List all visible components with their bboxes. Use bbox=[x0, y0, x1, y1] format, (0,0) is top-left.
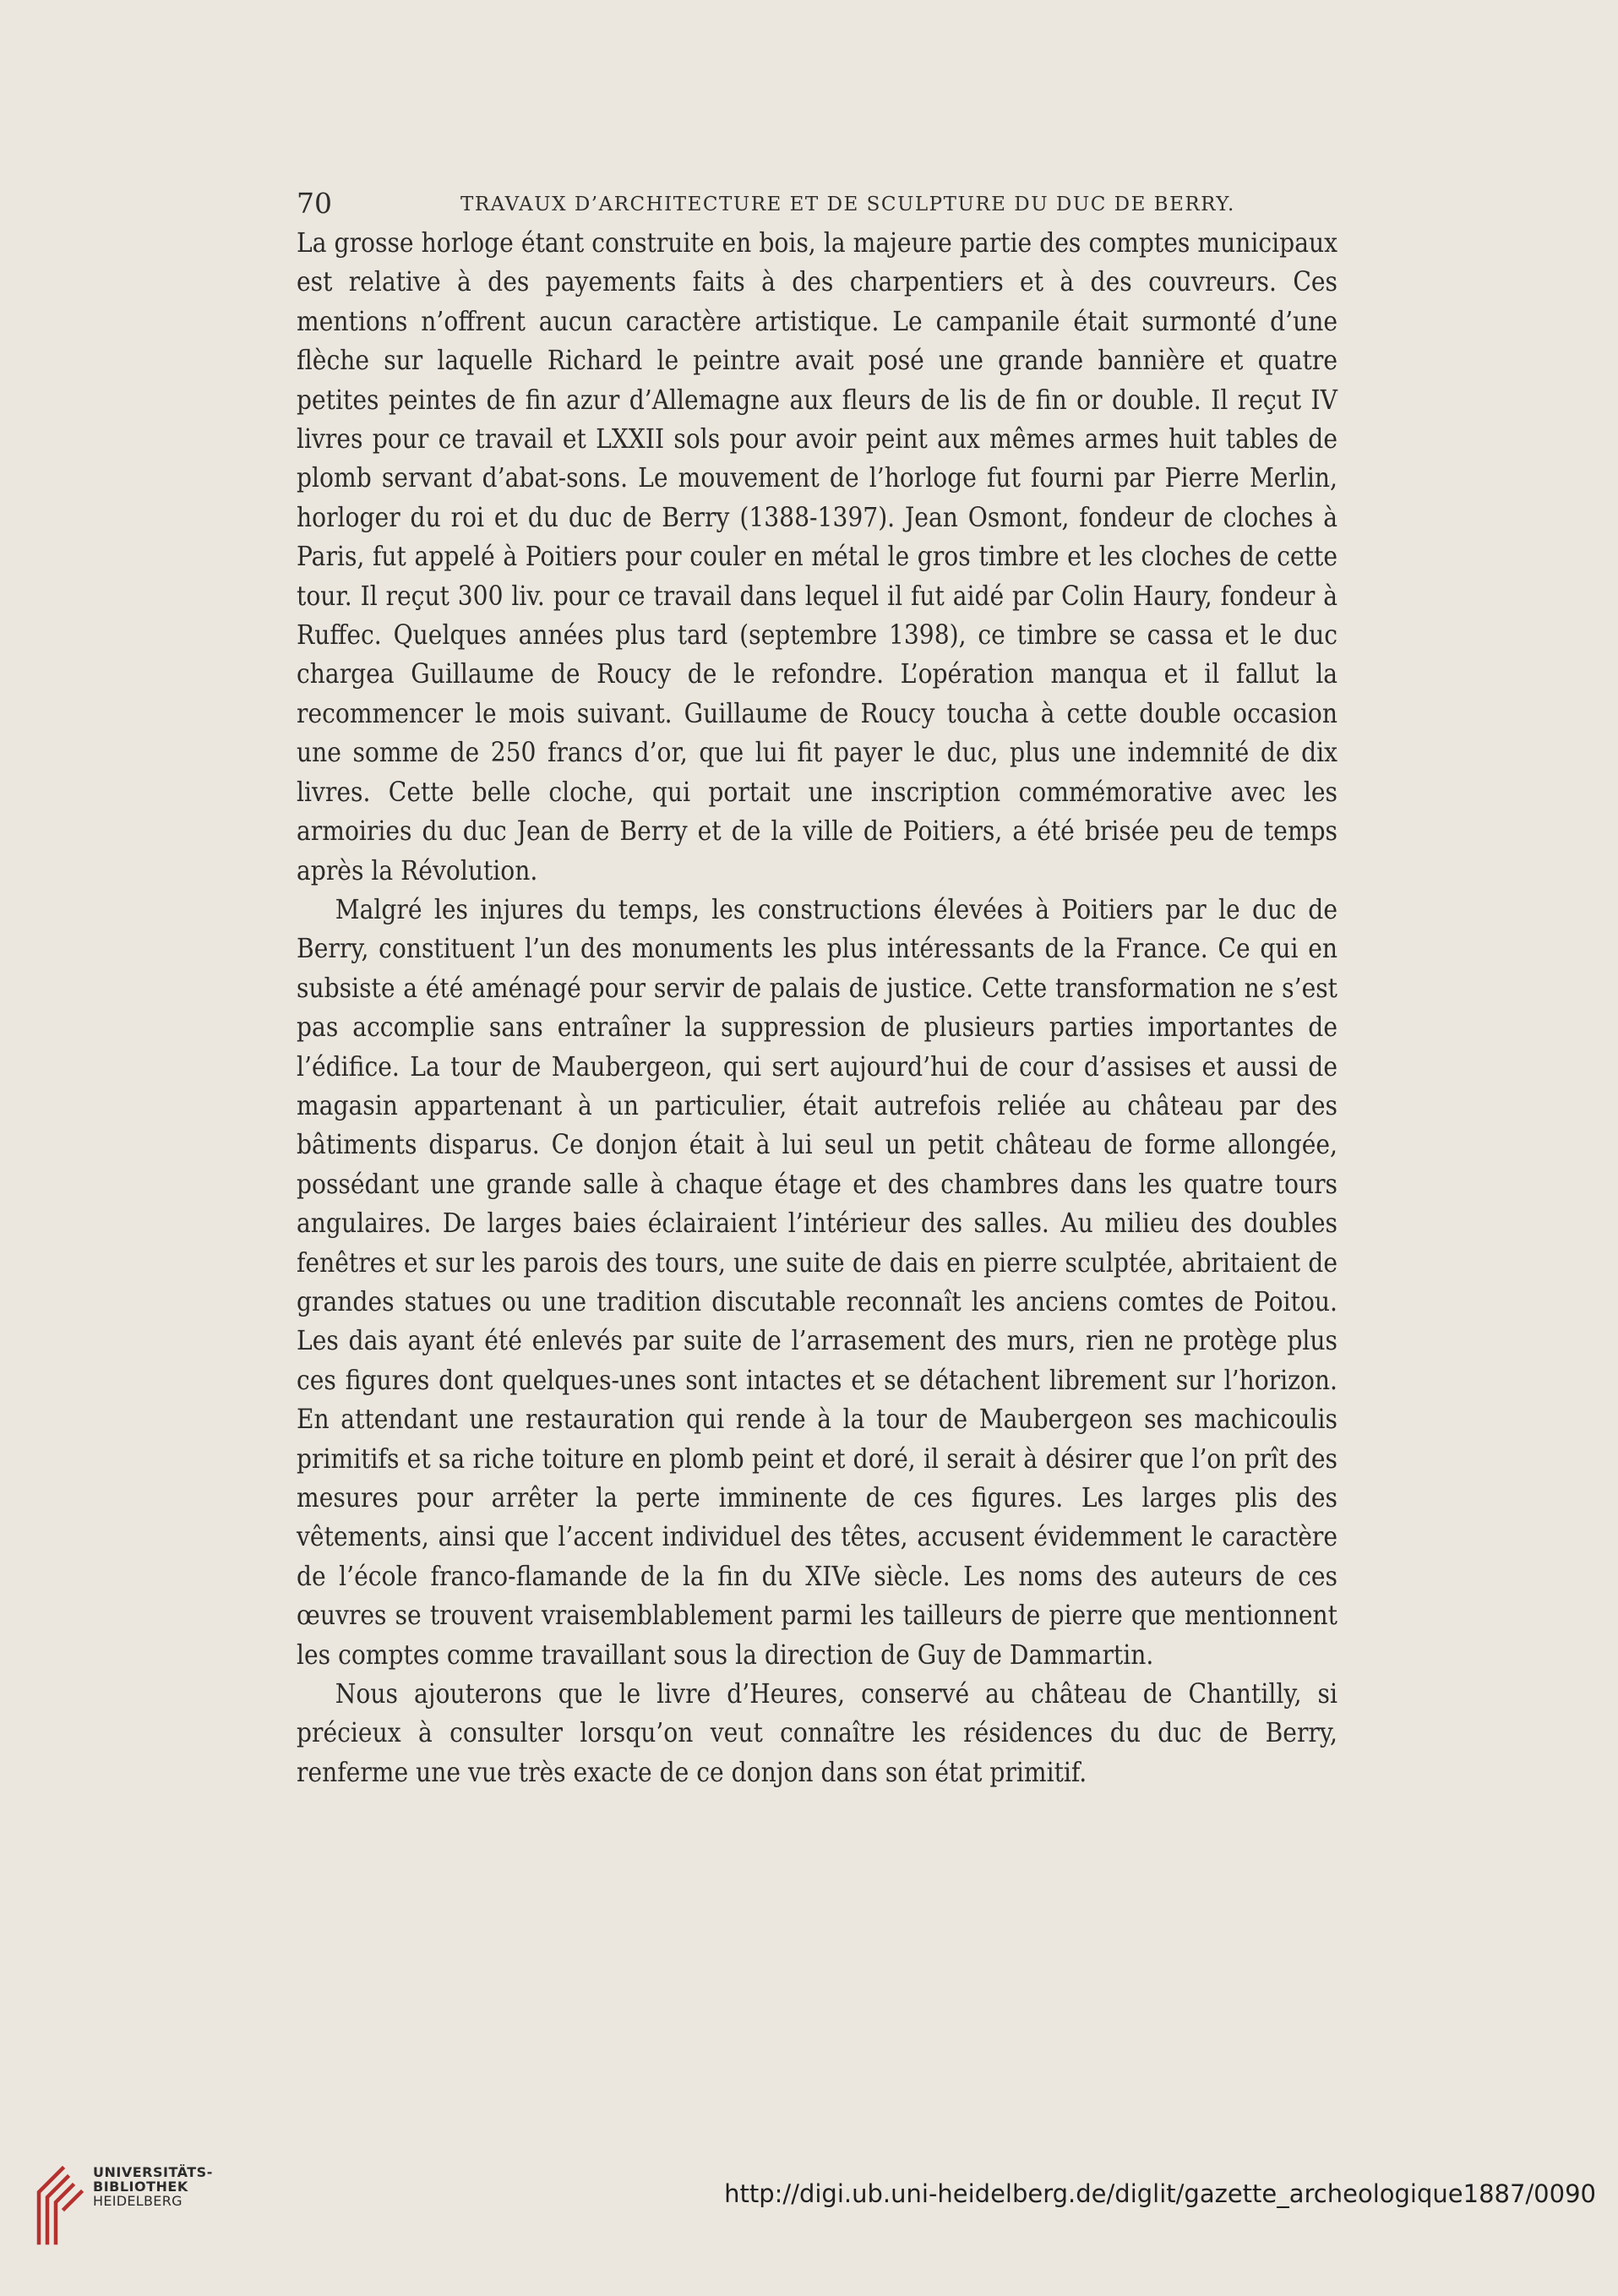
source-url-link[interactable]: http://digi.ub.uni-heidelberg.de/diglit/gazette_archeologique1887/0090 bbox=[724, 2179, 1596, 2208]
body-text bbox=[297, 223, 1337, 1792]
library-name-line: UNIVERSITÄTS- bbox=[93, 2164, 213, 2180]
paragraph-1: La grosse horloge étant construite en bois, la majeure partie des comptes municipaux est relative à des payements faits à des charpentiers et à des couvreurs. Ces mentions n’offrent aucun caractère artistique. Le campanile était surmonté d’une flèche sur laquelle Richard le peintre avait posé une grande bannière et quatre petites peintes de fin azur d’Allemagne aux fleurs de lis de fin or double. Il reçut IV livres pour ce travail et LXXII sols pour avoir peint aux mêmes armes huit tables de plomb servant d’abat-sons. Le mouvement de l’horloge fut fourni par Pierre Merlin, horloger du roi et du duc de Berry (1388-1397). Jean Osmont, fondeur de cloches à Paris, fut appelé à Poitiers pour couler en métal le gros timbre et les cloches de cette tour. Il reçut 300 liv. pour ce travail dans lequel il fut aidé par Colin Haury, fondeur à Ruffec. Quelques années plus tard (septembre 1398), ce timbre se cassa et le duc chargea Guillaume de Roucy de le refondre. L’opération manqua et il fallut la recommencer le mois suivant. Guillaume de Roucy toucha à cette double occasion une somme de 250 francs d’or, que lui fit payer le duc, plus une indemnité de dix livres. Cette belle cloche, qui portait une inscription commémorative avec les armoiries du duc Jean de Berry et de la ville de Poitiers, a été brisée peu de temps après la Révolution. bbox=[297, 226, 1337, 886]
page-number: 70 bbox=[297, 187, 332, 220]
library-emblem-icon bbox=[34, 2158, 88, 2250]
library-name-line: HEIDELBERG bbox=[93, 2193, 183, 2209]
paragraph-3: Nous ajouterons que le livre d’Heures, conservé au château de Chantilly, si précieux à consulter lorsqu’on veut connaître les résidences du duc de Berry, renferme une vue très exacte de ce donjon dans son état primitif. bbox=[297, 1677, 1337, 1788]
paragraph-2: Malgré les injures du temps, les constructions élevées à Poitiers par le duc de Berry, constituent l’un des monuments les plus intéressants de la France. Ce qui en subsiste a été aménagé pour servir de palais de justice. Cette transformation ne s’est pas accomplie sans entraîner la suppression de plusieurs parties importantes de l’édifice. La tour de Maubergeon, qui sert aujourd’hui de cour d’assises et aussi de magasin appartenant à un particulier, était autrefois reliée au château par des bâtiments disparus. Ce donjon était à lui seul un petit château de forme allongée, possédant une grande salle à chaque étage et des chambres dans les quatre tours angulaires. De larges baies éclairaient l’intérieur des salles. Au milieu des doubles fenêtres et sur les parois des tours, une suite de dais en pierre sculptée, abritaient de grandes statues ou une tradition discutable reconnaît les anciens comtes de Poitou. Les dais ayant été enlevés par suite de l’arrasement des murs, rien ne protège plus ces figures dont quelques-unes sont intactes et se détachent librement sur l’horizon. En attendant une restauration qui rende à la tour de Maubergeon ses machicoulis primitifs et sa riche toiture en plomb peint et doré, il serait à désirer que l’on prît des mesures pour arrêter la perte imminente de ces figures. Les larges plis des vêtements, ainsi que l’accent individuel des têtes, accusent évidemment le caractère de l’école franco-flamande de la fin du XIVe siècle. Les noms des auteurs de ces œuvres se trouvent vraisemblablement parmi les tailleurs de pierre que mentionnent les comptes comme travaillant sous la direction de Guy de Dammartin. bbox=[297, 892, 1337, 1671]
library-name-line: BIBLIOTHEK bbox=[93, 2179, 188, 2195]
running-title: TRAVAUX D’ARCHITECTURE ET DE SCULPTURE DU DUC DE BERRY. bbox=[460, 194, 1235, 215]
library-name bbox=[93, 2165, 213, 2208]
library-logo[interactable] bbox=[19, 2153, 230, 2255]
page-header bbox=[297, 187, 1302, 221]
